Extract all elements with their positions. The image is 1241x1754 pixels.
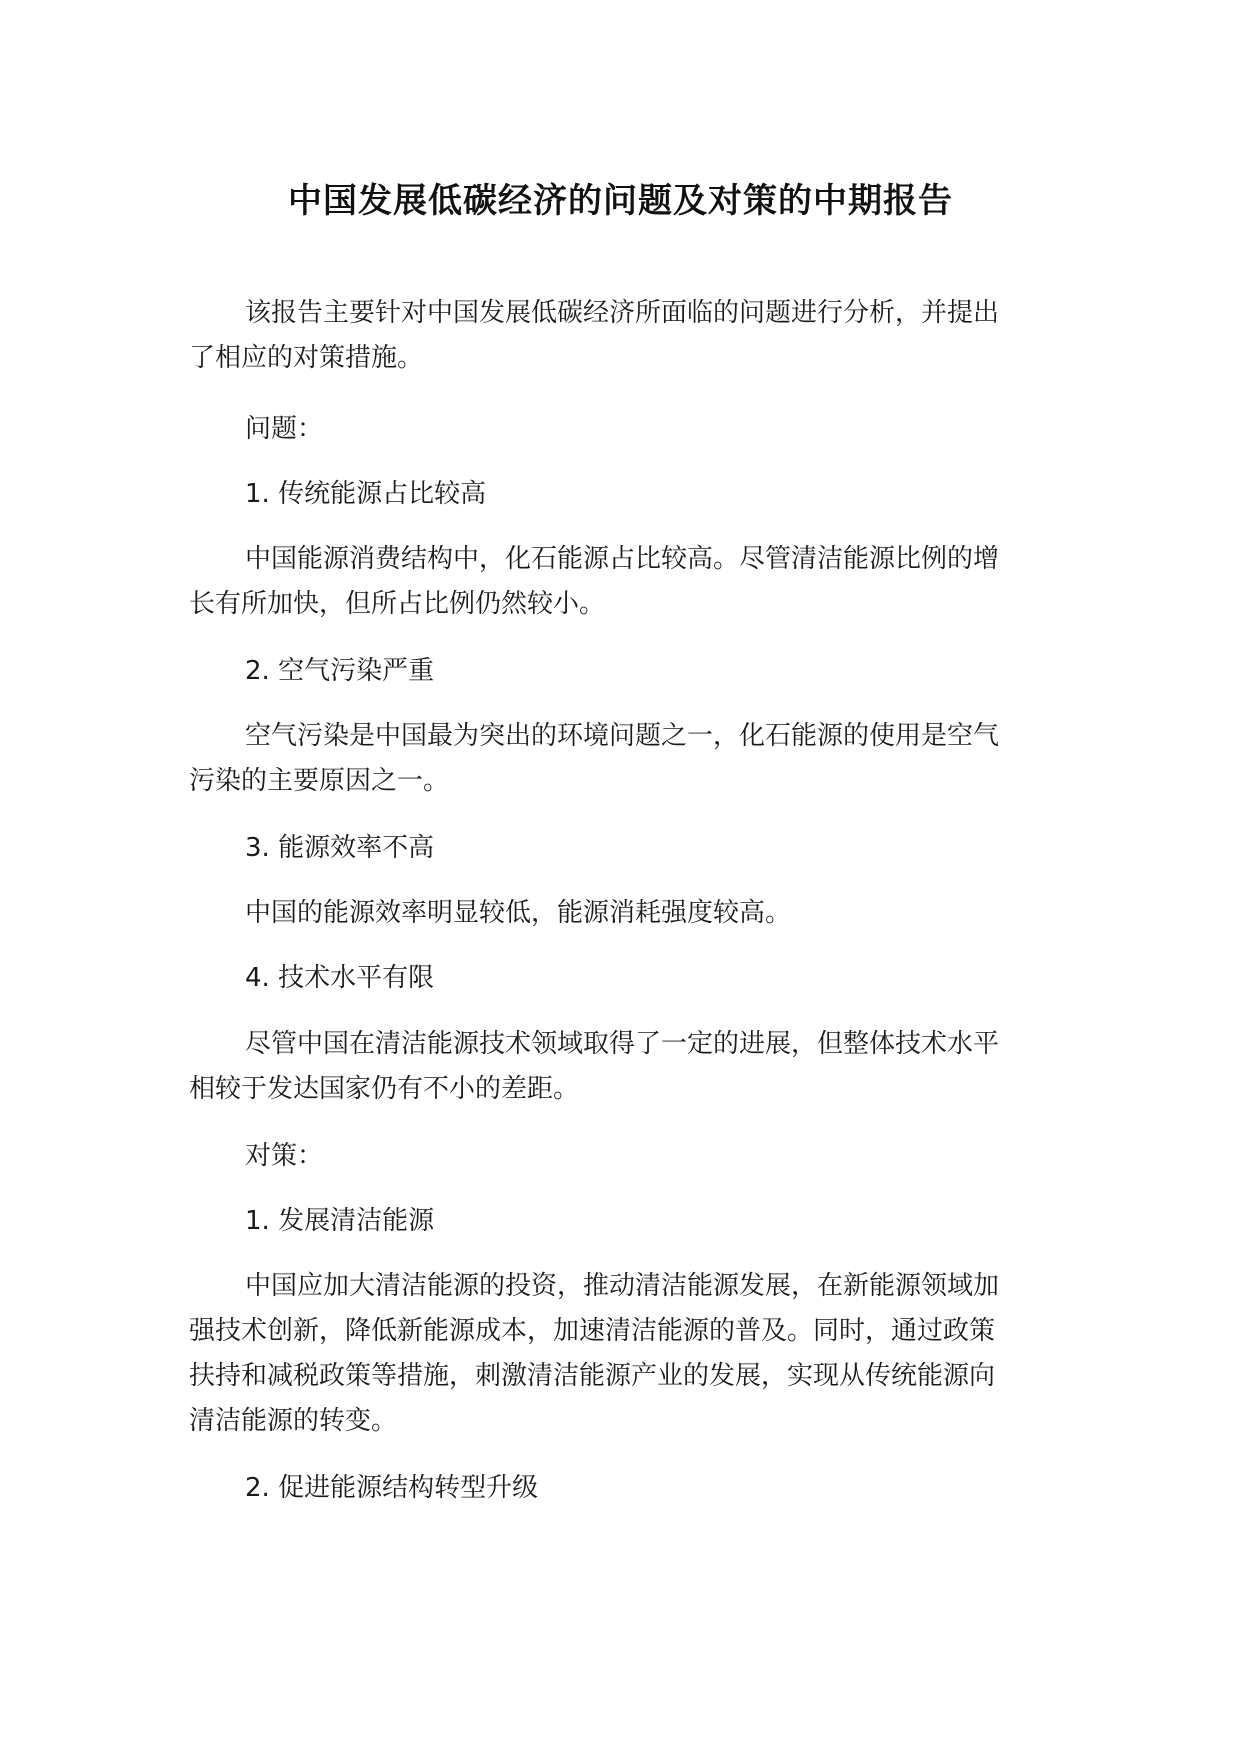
- problem-1-title: 1. 传统能源占比较高: [245, 479, 487, 509]
- problem-3-title: 3. 能源效率不高: [245, 833, 435, 863]
- problem-2-text-line-1: 空气污染是中国最为突出的环境问题之一，化石能源的使用是空气: [245, 721, 1000, 751]
- problem-1-text-line-2: 长有所加快，但所占比例仍然较小。: [189, 589, 606, 619]
- countermeasure-1-text-line-1: 中国应加大清洁能源的投资，推动清洁能源发展，在新能源领域加: [245, 1271, 1000, 1301]
- problem-4-text-line-1: 尽管中国在清洁能源技术领域取得了一定的进展，但整体技术水平: [245, 1029, 1000, 1059]
- countermeasure-1-text-line-2: 强技术创新，降低新能源成本，加速清洁能源的普及。同时，通过政策: [189, 1316, 996, 1346]
- problem-2-text-line-2: 污染的主要原因之一。: [189, 766, 450, 796]
- problem-2-title: 2. 空气污染严重: [245, 656, 435, 686]
- problem-4-title: 4. 技术水平有限: [245, 963, 435, 993]
- intro-paragraph-line-1: 该报告主要针对中国发展低碳经济所面临的问题进行分析，并提出: [245, 298, 1000, 328]
- problem-3-text-line-1: 中国的能源效率明显较低，能源消耗强度较高。: [245, 898, 792, 928]
- document-title: 中国发展低碳经济的问题及对策的中期报告: [288, 181, 953, 221]
- countermeasure-1-title: 1. 发展清洁能源: [245, 1206, 435, 1236]
- intro-paragraph-line-2: 了相应的对策措施。: [189, 343, 424, 373]
- problems-heading: 问题：: [245, 414, 324, 444]
- countermeasures-heading: 对策：: [245, 1141, 324, 1171]
- problem-4-text-line-2: 相较于发达国家仍有不小的差距。: [189, 1074, 580, 1104]
- countermeasure-1-text-line-4: 清洁能源的转变。: [189, 1406, 398, 1436]
- countermeasure-2-title: 2. 促进能源结构转型升级: [245, 1473, 539, 1503]
- problem-1-text-line-1: 中国能源消费结构中，化石能源占比较高。尽管清洁能源比例的增: [245, 544, 1000, 574]
- countermeasure-1-text-line-3: 扶持和减税政策等措施，刺激清洁能源产业的发展，实现从传统能源向: [189, 1361, 996, 1391]
